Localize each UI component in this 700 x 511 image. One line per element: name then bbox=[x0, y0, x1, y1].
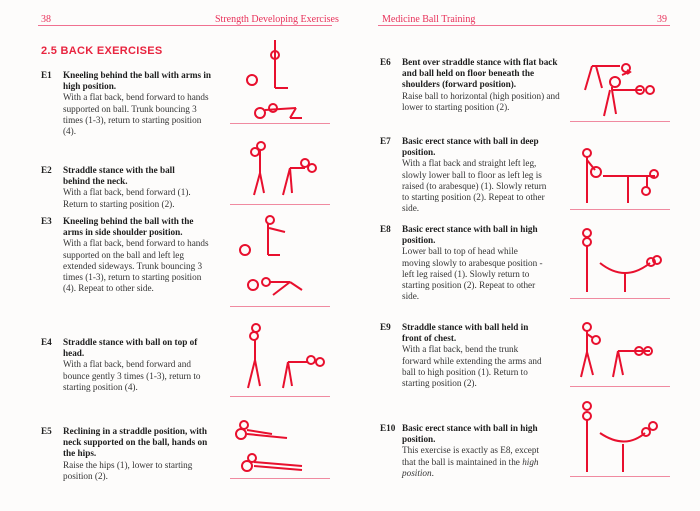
figure-baseline bbox=[230, 204, 330, 205]
exercise-title: Straddle stance with the ball behind the neck. bbox=[63, 165, 175, 187]
figure-baseline bbox=[230, 123, 330, 124]
exercise-title: Basic erect stance with ball in high position. bbox=[402, 224, 538, 246]
exercise-number: E10 bbox=[380, 423, 396, 433]
figure-e7 bbox=[575, 148, 665, 210]
exercise-number: E6 bbox=[380, 57, 391, 67]
exercise-title: Kneeling behind the ball with arms in high position. bbox=[63, 70, 212, 92]
figure-baseline bbox=[570, 209, 670, 210]
exercise-number: E3 bbox=[41, 216, 52, 226]
figure-baseline bbox=[230, 396, 330, 397]
right-page bbox=[350, 0, 700, 511]
exercise-number: E5 bbox=[41, 426, 52, 436]
exercise-number: E1 bbox=[41, 70, 52, 80]
exercise-description: This exercise is exactly as E8, except that the ball is maintained in the high position. bbox=[402, 445, 539, 478]
figure-e2 bbox=[240, 140, 330, 202]
exercise-number: E4 bbox=[41, 337, 52, 347]
exercise-title: Basic erect stance with ball in high position. bbox=[402, 423, 538, 445]
exercise-description: With a flat back, bend forward (1). Return to starting position (2). bbox=[63, 187, 191, 209]
exercise-title: Basic erect stance with ball in deep position. bbox=[402, 136, 539, 158]
figure-baseline bbox=[570, 298, 670, 299]
header-rule bbox=[38, 25, 332, 26]
exercise-description: With a flat back, bend forward and bounce gently 3 times (1-3), return to starting position (4). bbox=[63, 359, 201, 392]
section-title: 2.5 BACK EXERCISES bbox=[41, 45, 163, 57]
exercise-description: With a flat back, bend forward to hands supported on the ball and left leg extended sideways. Trunk bouncing 3 times (1-3), return to starting position (4). Repeat to other side. bbox=[63, 238, 209, 294]
exercise-description: With a flat back, bend forward to hands supported on ball. Trunk bouncing 3 times (1-3), return to starting position (4). bbox=[63, 92, 209, 137]
running-header-right: Medicine Ball Training bbox=[382, 14, 476, 25]
exercise-description: Raise the hips (1), lower to starting position (2). bbox=[63, 459, 193, 481]
figure-e9 bbox=[575, 322, 665, 382]
exercise-title: Bent over straddle stance with flat back and ball held on floor beneath the shoulders (forward position). bbox=[402, 57, 558, 90]
figure-e5 bbox=[232, 420, 312, 482]
exercise-number: E7 bbox=[380, 136, 391, 146]
exercise-description: With a flat back, bend the trunk forward while extending the arms and ball to high position (1). Return to starting position (2). bbox=[402, 344, 542, 389]
figure-e1 bbox=[230, 38, 330, 123]
figure-baseline bbox=[230, 306, 330, 307]
running-header-left: Strength Developing Exercises bbox=[215, 14, 339, 25]
figure-e3 bbox=[235, 210, 325, 300]
figure-e6 bbox=[582, 60, 672, 120]
figure-baseline bbox=[570, 386, 670, 387]
figure-baseline bbox=[570, 476, 670, 477]
exercise-title: Straddle stance with ball on top of head. bbox=[63, 337, 198, 359]
figure-baseline bbox=[570, 121, 670, 122]
figure-e4 bbox=[240, 322, 330, 394]
exercise-description: Raise ball to horizontal (high position) and lower to starting position (2). bbox=[402, 90, 560, 112]
exercise-number: E9 bbox=[380, 322, 391, 332]
exercise-number: E2 bbox=[41, 165, 52, 175]
exercise-title: Straddle stance with ball held in front of chest. bbox=[402, 322, 529, 344]
exercise-number: E8 bbox=[380, 224, 391, 234]
figure-baseline bbox=[230, 478, 330, 479]
page-number-left: 38 bbox=[41, 14, 51, 25]
exercise-description: Lower ball to top of head while moving slowly to arabesque position - left leg raised (1). Slowly return to starting position (2). Repeat to other side. bbox=[402, 246, 543, 302]
exercise-title: Reclining in a straddle position, with neck supported on the ball, hands on the hips. bbox=[63, 426, 208, 459]
header-rule bbox=[378, 25, 670, 26]
exercise-title: Kneeling behind the ball with the arms in side shoulder position. bbox=[63, 216, 194, 238]
figure-e10 bbox=[575, 400, 665, 475]
page-number-right: 39 bbox=[657, 14, 667, 25]
exercise-description: With a flat back and straight left leg, slowly lower ball to floor as left leg is raised (to arabesque) (1). Slowly return to starting position (2). Repeat to other side. bbox=[402, 158, 547, 214]
figure-e8 bbox=[575, 228, 665, 298]
